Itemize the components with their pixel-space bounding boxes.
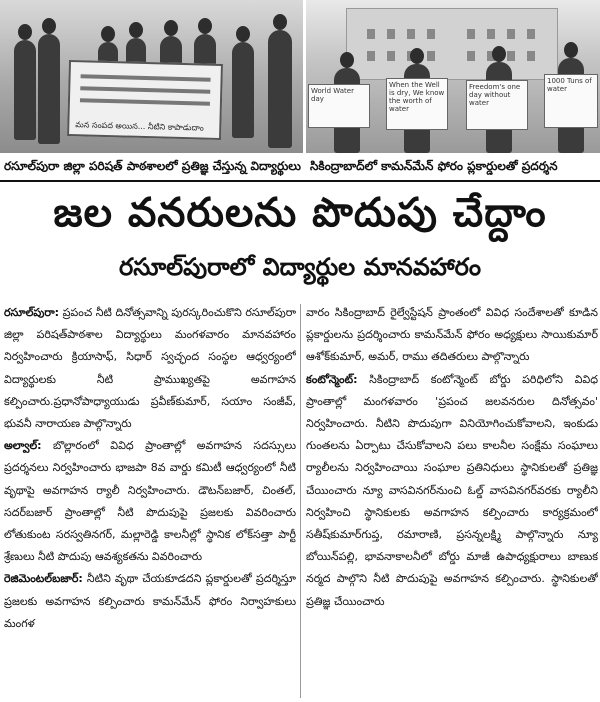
article-column-2 (306, 302, 598, 702)
left-photo-caption: రసూల్‌పురా జిల్లా పరిషత్ పాఠశాలలో ప్రతిజ్ఞ చేస్తున్న విద్యార్థులు (4, 159, 301, 173)
photo-strip (0, 0, 600, 180)
placard: 1000 Tuns of water (544, 74, 598, 128)
subheadline: రసూల్‌పురాలో విద్యార్థుల మానవహారం (119, 253, 481, 281)
paragraph-text: ప్రపంచ నీటి దినోత్సవాన్ని పురస్కరించుకొని రసూల్‌పురా జిల్లా పరిషత్‌పాఠశాల విద్యార్థులు మంగళవారం మానవహారం నిర్వహించారు క్రియాసాఫ్, సిధార్ స్వచ్ఛంద సంస్థల ఆధ్వర్యంలో విద్యార్థులకు నీటి ప్రాముఖ్యతపై అవగాహన కల్పించారు.ప్రధానోపాధ్యాయుడు ప్రవీణ్‌కుమార్, సయాం సంజీవ్, భువనీ నారాయణ పాల్గొన్నారు (4, 306, 296, 431)
students-pledge-photo (0, 0, 303, 153)
paragraph (4, 568, 296, 635)
dateline: రసూల్‌పురా: (4, 306, 60, 319)
dateline: అల్వాల్: (4, 439, 42, 453)
paragraph-text: బొల్లారంలో వివిధ ప్రాంతాల్లో అవగాహన సదస్సులు ప్రదర్శనలు నిర్వహించారు భాజపా 8వ వార్డు కమిటీ ఆధ్వర్యంలో నీటి వృథాపై అవగాహన ర్యాలీ నిర్వహించారు. డౌటన్‌బజార్, చింతల్, సదర్‌బజార్ ప్రాంతాల్లో నీటి పొదుపుపై ప్రజలకు వివరించారు లోతుకుంట సరస్వతినగర్, మల్లారెడ్డి కాలనీల్లో స్థానిక లోక్‌సత్తా పార్టీ శ్రేణులు నీటి పొదుపు ఆవశ్యకతను వివరించారు (4, 439, 296, 564)
placard: World Water day (308, 84, 370, 128)
dateline: రెజిమెంటల్‌బజార్: (4, 572, 83, 586)
student-figure (38, 34, 60, 144)
banner-text: మన సంపద అయిన... నీటిని కాపాడుదాం (75, 120, 204, 133)
paragraph (4, 435, 296, 568)
paragraph (4, 302, 296, 435)
pledge-banner (67, 60, 223, 140)
student-figure (268, 30, 292, 148)
article-column-1 (4, 302, 296, 702)
paragraph (306, 369, 598, 613)
column-divider (300, 304, 301, 698)
paragraph (306, 302, 598, 369)
student-figure (232, 42, 254, 138)
divider (0, 180, 600, 182)
placard-protest-photo (306, 0, 600, 153)
right-photo-caption: సికింద్రాబాద్‌లో కామన్‌మేన్ ఫోరం ప్లకార్డులతో ప్రదర్శన (310, 159, 558, 173)
paragraph-text: నీటిని వృథా చేయకూడదని ప్లకార్డులతో ప్రదర్శిస్తూ ప్రజలకు అవగాహన కల్పించారు కామన్‌మేన్ ఫోరం నిర్వాహకులు మంగళ (4, 572, 296, 630)
paragraph-text: సికింద్రాబాద్ కంటోన్మెంట్ బోర్డు పరిధిలోని వివిధ ప్రాంతాల్లో మంగళవారం 'ప్రపంచ జలవనరుల దినోత్సవం' నిర్వహించారు. నీటిని పొదుపుగా వినియోగించుకోవాలని, ఇంకుడు గుంతలను ఏర్పాటు చేసుకోవాలని పలు కాలనీల సంక్షేమ సంఘాలు ర్యాలీలను నిర్వహించాయి సంఘాల ప్రతినిధులు స్థానికులతో ప్రతిజ్ఞ చేయించారు న్యూ వాసవినగర్‌నుంచి ఓల్డ్ వాసవినగర్‌వరకు ర్యాలీని నిర్వహించి స్థానికులకు అవగాహన కల్పించారు కార్యక్రమంలో సతీష్‌కుమార్‌గుప్త, రమారాణి, ప్రసన్నలక్ష్మి పాల్గొన్నారు న్యూ బోయిన్‌పల్లి, భావనాకాలనీలో బోర్డు మాజీ ఉపాధ్యక్షురాలు బాణుక నర్మద పాల్గొని నీటి పొదుపుపై అవగాహన కల్పించారు. స్థానికులతో ప్రతిజ్ఞ చేయించారు (306, 372, 598, 608)
student-figure (14, 40, 36, 140)
dateline: కంటోన్మెంట్: (306, 372, 358, 386)
placard: When the Well is dry, We know the worth of water (386, 78, 448, 130)
placard: Freedom's one day without water (466, 80, 528, 130)
headline: జల వనరులను పొదుపు చేద్దాం (53, 190, 547, 236)
paragraph-text: వారం సికింద్రాబాద్ రైల్వేస్టేషన్ ప్రాంతంలో వివిధ సందేశాలతో కూడిన ప్లకార్డులను ప్రదర్శించారు కామన్‌మేన్ ఫోరం అధ్యక్షులు సాయికుమార్ ఆశోక్‌కుమార్, అమర్, రాము తదితరులు పాల్గొన్నారు (306, 306, 598, 364)
railway-station-building (346, 8, 558, 80)
